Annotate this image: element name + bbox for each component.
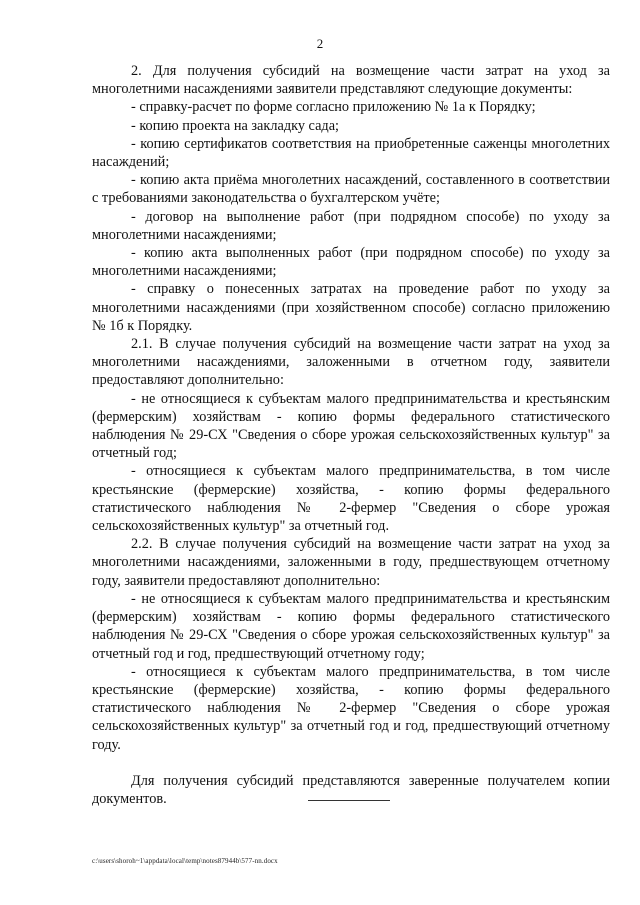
separator-line: [308, 800, 390, 801]
list-item-costs-certificate: - справку о понесенных затратах на проведение работ по уходу за многолетними насаждениями (при хозяйственном способе) согласно приложению № 1б к Порядку.: [92, 281, 610, 334]
list-item-work-contract: - договор на выполнение работ (при подрядном способе) по уходу за многолетними насаждениями;: [92, 208, 610, 243]
document-body: [92, 62, 610, 808]
list-item-acceptance-act: - копию акта приёма многолетних насаждений, составленного в соответствии с требованиями законодательства о бухгалтерском учёте;: [92, 172, 610, 207]
list-item-garden-project: - копию проекта на закладку сада;: [131, 117, 340, 134]
list-item-calculation-certificate: - справку-расчет по форме согласно приложению № 1а к Порядку;: [131, 99, 536, 116]
paragraph-2-intro: 2. Для получения субсидий на возмещение части затрат на уход за многолетними насаждениями заявители представляют следующие документы:: [92, 63, 610, 98]
page-number: 2: [316, 36, 324, 51]
paragraph-2-2: 2.2. В случае получения субсидий на возмещение части затрат на уход за многолетними насаждениями, заложенными в году, предшествующем отчетному году, заявители предоставляют дополнительно:: [92, 536, 610, 589]
list-item-2-2-small-business: - относящиеся к субъектам малого предпринимательства, в том числе крестьянские (фермерские) хозяйства, - копию формы федерального статистического наблюдения № 2-фермер "Сведения о сборе урожая сельскохозяйственных культур" за отчетный год и год, предшествующий отчетному году.: [92, 663, 610, 753]
list-item-conformity-certificates: - копию сертификатов соответствия на приобретенные саженцы многолетних насаждений;: [92, 135, 610, 171]
list-item-2-2-non-small-business: - не относящиеся к субъектам малого предпринимательства и крестьянским (фермерским) хозяйствам - копию формы федерального статистического наблюдения № 29-СХ "Сведения о сборе урожая сельскохозяйственных культур" за отчетный год и год, предшествующий отчетному году;: [92, 590, 610, 662]
footer-file-path: c:\users\shoroh~1\appdata\local\temp\notes87944b\577-nn.docx: [92, 857, 278, 865]
paragraph-2-1: 2.1. В случае получения субсидий на возмещение части затрат на уход за многолетними насаждениями, заложенными в отчетном году, заявители предоставляют дополнительно:: [92, 336, 610, 389]
list-item-2-1-small-business: - относящиеся к субъектам малого предпринимательства, в том числе крестьянские (фермерские) хозяйства, - копию формы федерального статистического наблюдения № 2-фермер "Сведения о сборе урожая сельскохозяйственных культур" за отчетный год.: [92, 463, 610, 535]
list-item-2-1-non-small-business: - не относящиеся к субъектам малого предпринимательства и крестьянским (фермерским) хозяйствам - копию формы федерального статистического наблюдения № 29-СХ "Сведения о сборе урожая сельскохозяйственных культур" за отчетный год;: [92, 390, 610, 462]
list-item-completed-works-act: - копию акта выполненных работ (при подрядном способе) по уходу за многолетними насаждениями;: [92, 245, 610, 280]
closing-paragraph: Для получения субсидий представляются заверенные получателем копии документов.: [92, 772, 610, 807]
